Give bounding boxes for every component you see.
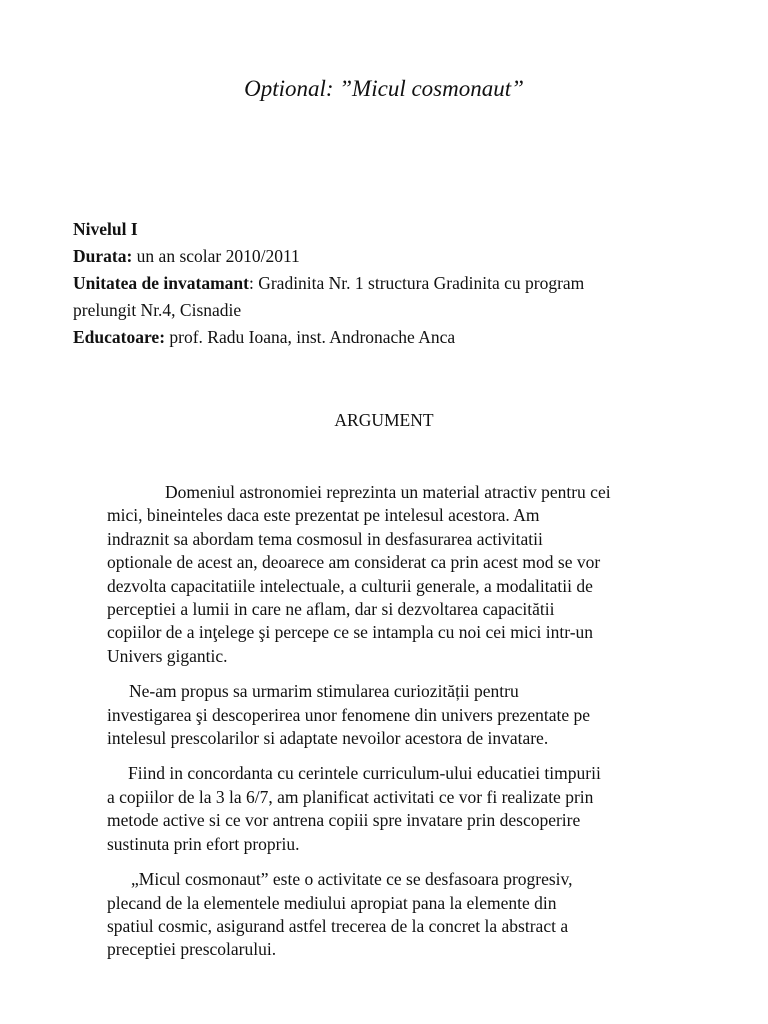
- paragraph-line: preceptiei prescolarului.: [107, 939, 277, 960]
- paragraph-line: spatiul cosmic, asigurand astfel trecerea de la concret la abstract a: [107, 915, 569, 936]
- paragraph-4: [107, 868, 727, 962]
- paragraph-line: dezvolta capacitatiile intelectuale, a culturii generale, a modalitatii de: [107, 575, 593, 596]
- educators-line: [73, 324, 693, 351]
- paragraph-line: Fiind in concordanta cu cerintele curriculum-ului educatiei timpurii: [128, 763, 601, 784]
- argument-body: [107, 481, 727, 974]
- paragraph-line: Ne-am propus sa urmarim stimularea curiozității pentru: [129, 681, 519, 702]
- document-title: Optional: ”Micul cosmonaut”: [244, 76, 524, 101]
- paragraph-1: [107, 481, 727, 668]
- paragraph-line: „Micul cosmonaut” este o activitate ce se desfasoara progresiv,: [131, 869, 573, 890]
- paragraph-line: copiilor de a inţelege şi percepe ce se intampla cu noi cei mici intr-un: [107, 622, 594, 643]
- duration-label: Durata:: [73, 246, 133, 266]
- level-text: Nivelul I: [73, 219, 138, 239]
- paragraph-line: optionale de acest an, deoarece am considerat ca prin acest mod se vor: [107, 552, 601, 573]
- duration-line: [73, 243, 693, 270]
- paragraph-line: metode active si ce vor antrena copiii spre invatare prin descoperire: [107, 810, 581, 831]
- paragraph-line: Univers gigantic.: [107, 645, 228, 666]
- course-info-block: [73, 216, 693, 351]
- paragraph-line: indraznit sa abordam tema cosmosul in desfasurarea activitatii: [107, 528, 543, 549]
- paragraph-line: perceptiei a lumii in care ne aflam, dar si dezvoltarea capacitătii: [107, 599, 555, 620]
- paragraph-line: intelesul prescolarilor si adaptate nevoilor acestora de invatare.: [107, 728, 549, 749]
- paragraph-line: investigarea şi descoperirea unor fenomene din univers prezentate pe: [107, 704, 590, 725]
- paragraph-line: Domeniul astronomiei reprezinta un material atractiv pentru cei: [165, 482, 611, 502]
- section-heading: ARGUMENT: [334, 410, 434, 430]
- paragraph-line: mici, bineinteles daca este prezentat pe intelesul acestora. Am: [107, 505, 540, 526]
- level-line: [73, 216, 693, 243]
- educators-value: prof. Radu Ioana, inst. Andronache Anca: [165, 327, 456, 347]
- paragraph-2: [107, 680, 727, 750]
- unit-label: Unitatea de invatamant: [73, 273, 249, 293]
- unit-value-line1: : Gradinita Nr. 1 structura Gradinita cu program: [248, 273, 585, 293]
- paragraph-3: [107, 762, 727, 856]
- educators-label: Educatoare:: [73, 327, 166, 347]
- duration-value: un an scolar 2010/2011: [132, 246, 300, 266]
- paragraph-line: a copiilor de la 3 la 6/7, am planificat activitati ce vor fi realizate prin: [107, 786, 594, 807]
- unit-line: [73, 270, 693, 297]
- unit-value-line2: prelungit Nr.4, Cisnadie: [73, 300, 242, 320]
- paragraph-line: plecand de la elementele mediului apropiat pana la elemente din: [107, 892, 557, 913]
- paragraph-line: sustinuta prin efort propriu.: [107, 833, 300, 854]
